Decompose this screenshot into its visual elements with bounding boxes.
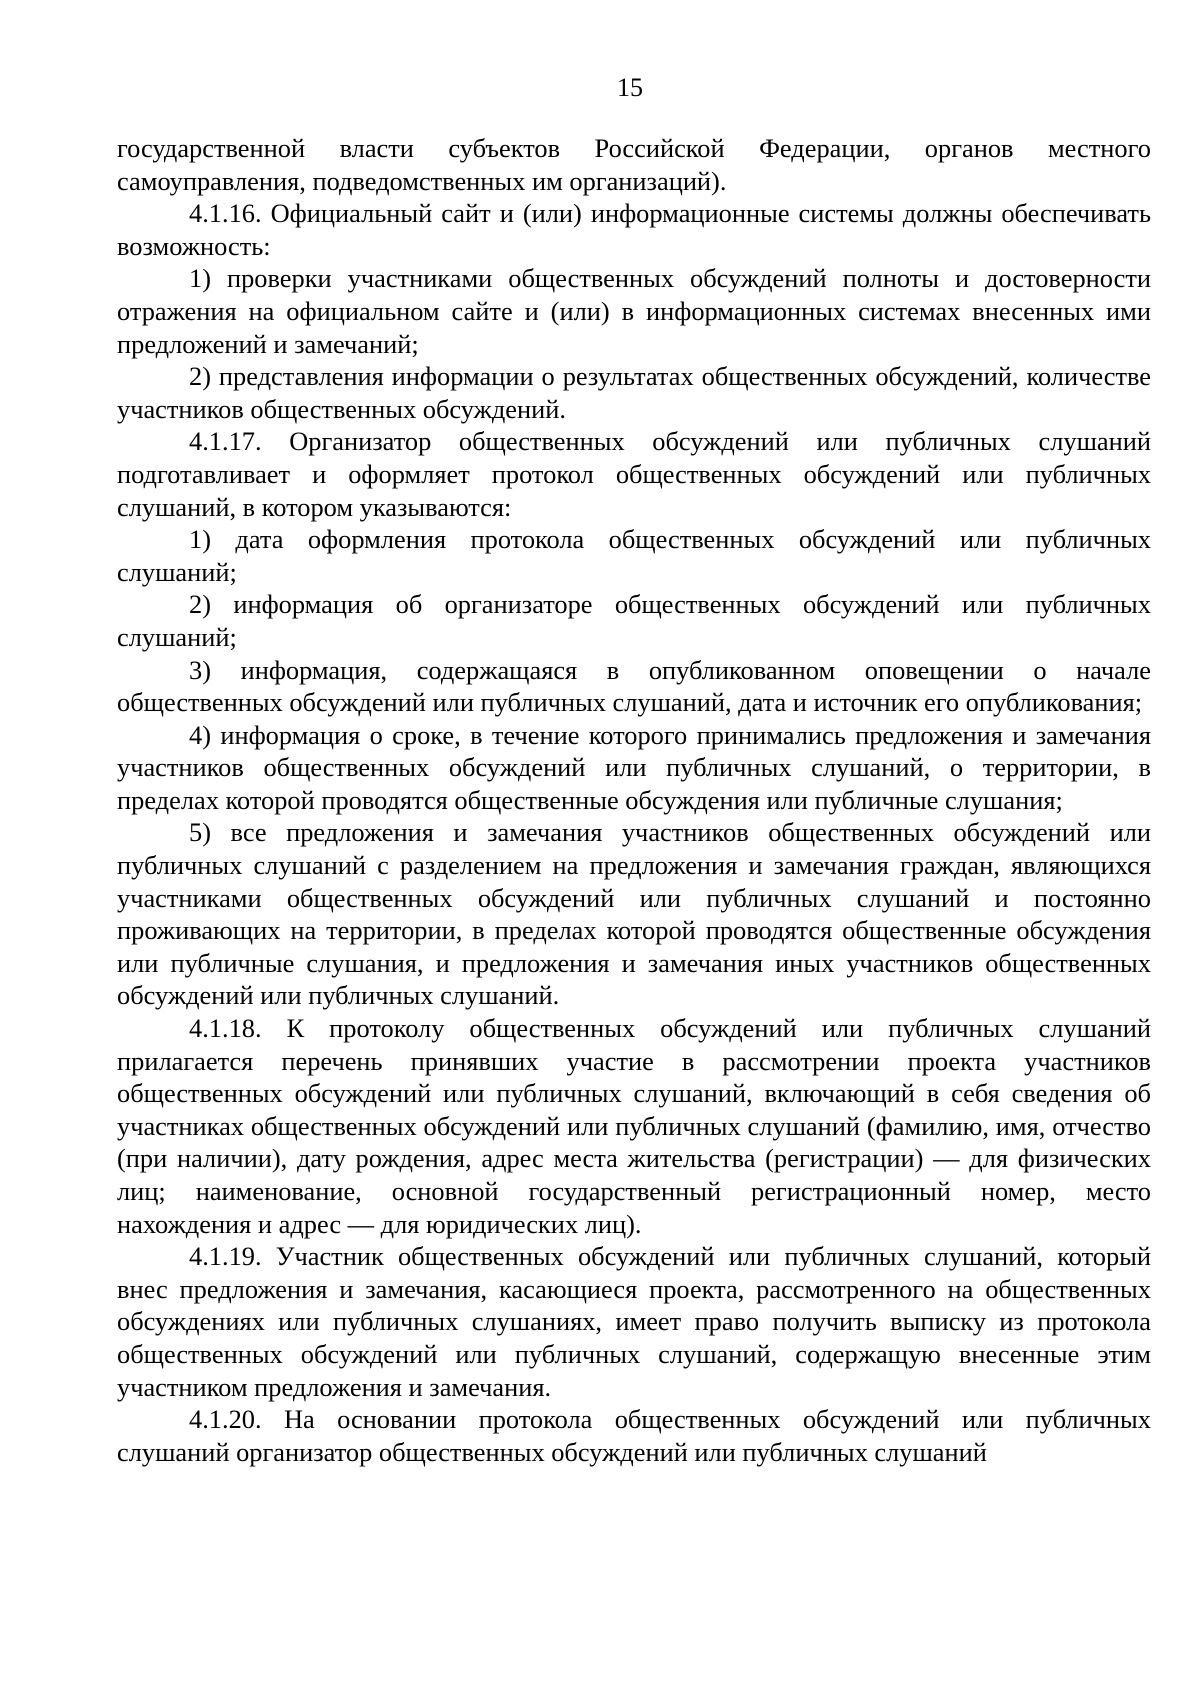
list-item-4-1-17-1: 1) дата оформления протокола общественных обсуждений или публичных слушаний; [117,524,1151,587]
document-body [117,132,1151,1468]
page-number: 15 [617,73,643,102]
list-item-4-1-17-3: 3) информация, содержащаяся в опубликованном оповещении о начале общественных обсуждений или публичных слушаний, дата и источник его опубликования; [117,654,1151,718]
paragraph-4-1-17: 4.1.17. Организатор общественных обсуждений или публичных слушаний подготавливает и оформляет протокол общественных обсуждений или публичных слушаний, в котором указываются: [117,426,1151,522]
list-item-4-1-17-4: 4) информация о сроке, в течение которого принимались предложения и замечания участников общественных обсуждений или публичных слушаний, о территории, в пределах которой проводятся общественные обсуждения или публичные слушания; [117,719,1151,815]
list-item-4-1-17-2: 2) информация об организаторе общественных обсуждений или публичных слушаний; [117,589,1151,652]
paragraph-4-1-19: 4.1.19. Участник общественных обсуждений или публичных слушаний, который внес предложения и замечания, касающиеся проекта, рассмотренного на общественных обсуждениях или публичных слушаниях, имеет право получить выписку из протокола общественных обсуждений или публичных слушаний, содержащую внесенные этим участником предложения и замечания. [117,1241,1151,1402]
paragraph-continuation: государственной власти субъектов Российской Федерации, органов местного самоуправления, подведомственных им организаций). [117,133,1151,196]
paragraph-4-1-16: 4.1.16. Официальный сайт и (или) информационные системы должны обеспечивать возможность: [117,198,1151,261]
list-item-4-1-16-1: 1) проверки участниками общественных обсуждений полноты и достоверности отражения на официальном сайте и (или) в информационных системах внесенных ими предложений и замечаний; [117,263,1151,359]
paragraph-4-1-18: 4.1.18. К протоколу общественных обсуждений или публичных слушаний прилагается перечень принявших участие в рассмотрении проекта участников общественных обсуждений или публичных слушаний, включающий в себя сведения об участниках общественных обсуждений или публичных слушаний (фамилию, имя, отчество (при наличии), дату рождения, адрес места жительства (регистрации) — для физических лиц; наименование, основной государственный регистрационный номер, место нахождения и адрес — для юридических лиц). [117,1013,1151,1239]
paragraph-4-1-20: 4.1.20. На основании протокола общественных обсуждений или публичных слушаний организатор общественных обсуждений или публичных слушаний [117,1404,1151,1467]
list-item-4-1-16-2: 2) представления информации о результатах общественных обсуждений, количестве участников общественных обсуждений. [117,361,1151,424]
list-item-4-1-17-5: 5) все предложения и замечания участников общественных обсуждений или публичных слушаний с разделением на предложения и замечания граждан, являющихся участниками общественных обсуждений или публичных слушаний и постоянно проживающих на территории, в пределах которой проводятся общественные обсуждения или публичные слушания, и предложения и замечания иных участников общественных обсуждений или публичных слушаний. [117,817,1151,1011]
